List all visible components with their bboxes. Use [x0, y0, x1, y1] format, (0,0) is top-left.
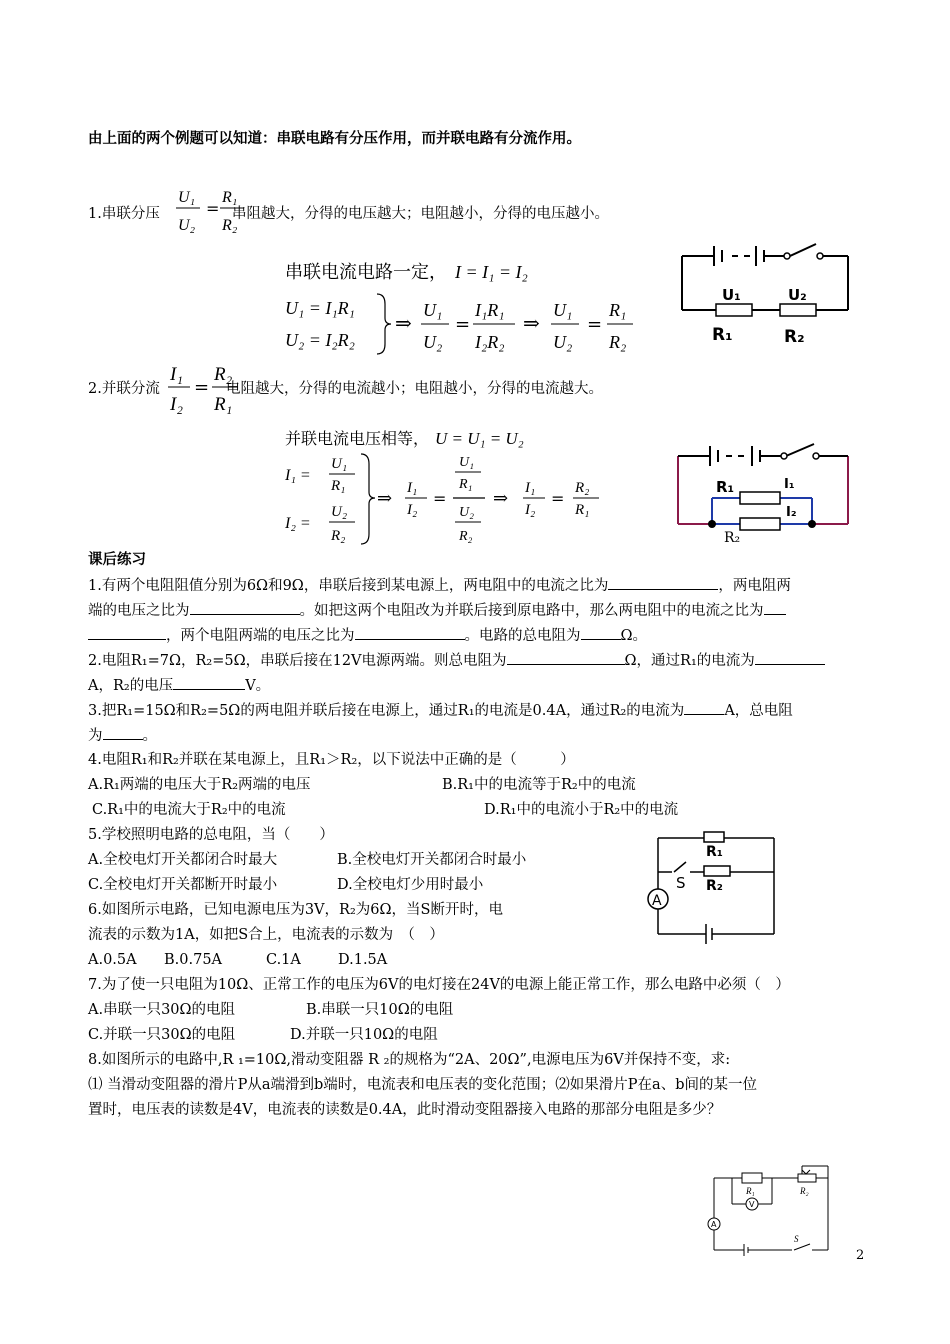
svg-text:=: = [206, 199, 220, 218]
svg-text:U₁: U₁ [331, 456, 348, 472]
q1-blank-4[interactable] [355, 625, 465, 640]
q4-option-b[interactable]: B.R₁中的电流等于R₂中的电流 [442, 777, 636, 793]
formula-r1: R₁ [222, 189, 238, 206]
q2-blank-3[interactable] [173, 675, 245, 690]
svg-text:U₁: U₁ [553, 300, 573, 320]
svg-text:I₁: I₁ [525, 480, 536, 496]
parallel-derivation-chain [285, 452, 615, 548]
svg-text:I₂: I₂ [170, 394, 183, 415]
svg-text:U₁: U₁ [459, 455, 474, 470]
svg-text:R₂: R₂ [575, 480, 590, 496]
q1-line2: 端的电压之比为 。如把这两个电阻改为并联后接到原电路中，那么两电阻中的电流之比为 [88, 600, 786, 621]
q2-line1: 2.电阻R₁=7Ω，R₂=5Ω，串联后接在12V电源两端。则总电阻为 Ω，通过R₁的电流为 [88, 650, 825, 671]
svg-text:=: = [551, 489, 565, 508]
formula-u1: U₁ [178, 189, 196, 206]
q4-option-d[interactable]: D.R₁中的电流小于R₂中的电流 [484, 802, 679, 818]
q7-option-d[interactable]: D.并联一只10Ω的电阻 [290, 1027, 438, 1043]
parallel-circuit-i1: I₁ [784, 477, 795, 492]
q2-blank-2a[interactable] [755, 650, 825, 665]
q1-blank-2[interactable] [190, 600, 300, 615]
parallel-circuit-i2: I₂ [786, 505, 797, 520]
q3-blank-2[interactable] [103, 725, 143, 740]
q6-circuit-r2: R₂ [706, 878, 723, 894]
svg-text:=: = [194, 377, 210, 398]
q1-line3: ，两个电阻两端的电压之比为 。电路的总电阻为 Ω。 [88, 625, 647, 646]
q8-circuit-r1: R₁ [746, 1186, 755, 1196]
q6-circuit [640, 828, 780, 946]
svg-text:R₂: R₂ [609, 332, 627, 352]
series-eq1: U₁ = I₁R₁ [285, 298, 355, 318]
svg-text:=: = [455, 314, 471, 335]
q6-option-b[interactable]: B.0.75A [164, 952, 223, 968]
q8-circuit-ammeter: A [711, 1220, 717, 1229]
q5-option-c[interactable]: C.全校电灯开关都断开时最小 [88, 877, 278, 893]
svg-text:R₁: R₁ [609, 300, 627, 320]
svg-text:R₁: R₁ [459, 477, 473, 492]
svg-text:U₂: U₂ [423, 332, 443, 352]
parallel-label: 2.并联分流 [88, 381, 160, 397]
q5-option-a[interactable]: A.全校电灯开关都闭合时最大 [88, 852, 278, 868]
formula-u2: U₂ [178, 217, 196, 234]
series-circuit [680, 238, 852, 350]
q4-stem: 4.电阻R₁和R₂并联在某电源上，且R₁＞R₂，以下说法中正确的是（ ） [88, 752, 575, 768]
svg-text:I₁ =: I₁ = [285, 467, 311, 484]
svg-text:R₂: R₂ [331, 528, 346, 544]
svg-text:⇒: ⇒ [377, 488, 393, 509]
q8-circuit-r2: R₂ [800, 1186, 809, 1196]
series-eq2: U₂ = I₂R₂ [285, 330, 355, 350]
svg-text:=: = [433, 489, 447, 508]
series-circuit-u2: U₂ [788, 286, 807, 304]
svg-text:=: = [587, 314, 603, 335]
q6-line1: 6.如图所示电路，已知电源电压为3V，R₂为6Ω，当S断开时，电 [88, 902, 503, 918]
svg-text:R₁: R₁ [575, 502, 590, 518]
svg-text:I₁: I₁ [170, 364, 183, 385]
q2-line2: A，R₂的电压 V。 [88, 675, 270, 696]
q8-line2: ⑴ 当滑动变阻器的滑片P从a端滑到b端时，电流表和电压表的变化范围；⑵如果滑片P在a、b间的某一位 [88, 1077, 757, 1093]
svg-text:I₂: I₂ [407, 502, 418, 518]
series-circuit-r1: R₁ [712, 325, 733, 345]
svg-text:R₁: R₁ [214, 394, 233, 415]
series-circuit-r2: R₂ [784, 327, 805, 347]
svg-text:R₂: R₂ [214, 364, 233, 385]
svg-text:⇒: ⇒ [523, 311, 540, 335]
q5-option-b[interactable]: B.全校电灯开关都闭合时最小 [337, 852, 527, 868]
series-label: 1.串联分压 [88, 206, 160, 222]
parallel-circuit [676, 436, 852, 544]
svg-text:U₂: U₂ [459, 505, 474, 520]
series-derivation-title: 串联电流电路一定， I = I₁ = I₂ [285, 262, 528, 283]
q6-circuit-ammeter: A [652, 893, 662, 909]
q2-blank-1[interactable] [507, 650, 625, 665]
q7-option-a[interactable]: A.串联一只30Ω的电阻 [88, 1002, 236, 1018]
svg-text:U₂: U₂ [331, 504, 348, 520]
q1-blank-5[interactable] [581, 625, 621, 640]
series-derivation-chain [375, 292, 645, 356]
q1-line1: 1.有两个电阻阻值分别为6Ω和9Ω，串联后接到某电源上，两电阻中的电流之比为 ，两电阻两 [88, 575, 791, 596]
parallel-explanation: 电阻越大，分得的电流越小；电阻越小，分得的电流越大。 [226, 381, 603, 397]
q6-circuit-switch: S [676, 874, 686, 892]
q7-option-c[interactable]: C.并联一只30Ω的电阻 [88, 1027, 236, 1043]
intro-text: 由上面的两个例题可以知道：串联电路有分压作用，而并联电路有分流作用。 [88, 130, 581, 147]
q6-option-c[interactable]: C.1A [266, 952, 301, 968]
q3-line1: 3.把R₁=15Ω和R₂=5Ω的两电阻并联后接在电源上，通过R₁的电流是0.4A，通过R₂的电流为 A，总电阻 [88, 700, 793, 721]
q8-line3: 置时，电压表的读数是4V，电流表的读数是0.4A，此时滑动变阻器接入电路的那部分电阻是多少？ [88, 1102, 722, 1118]
q5-option-d[interactable]: D.全校电灯少用时最小 [337, 877, 484, 893]
svg-text:⇒: ⇒ [395, 311, 412, 335]
q8-line1: 8.如图所示的电路中,R ₁=10Ω,滑动变阻器 R ₂的规格为“2A、20Ω”,电源电压为6V并保持不变，求: [88, 1052, 731, 1068]
svg-text:I₁: I₁ [407, 480, 418, 496]
exercises-heading: 课后练习 [88, 551, 146, 568]
q1-blank-1[interactable] [608, 575, 718, 590]
q7-stem: 7.为了使一只电阻为10Ω、正常工作的电压为6V的电灯接在24V的电源上能正常工作，那么电路中必须（ ） [88, 977, 790, 993]
q1-blank-3a[interactable] [764, 600, 786, 615]
svg-text:I₂R₂: I₂R₂ [475, 332, 505, 352]
q8-circuit-switch: S [794, 1234, 799, 1244]
svg-text:U₁: U₁ [423, 300, 443, 320]
svg-text:I₁R₁: I₁R₁ [475, 300, 505, 320]
q6-option-d[interactable]: D.1.5A [338, 952, 388, 968]
series-circuit-u1: U₁ [722, 286, 741, 304]
svg-text:⇒: ⇒ [493, 488, 509, 509]
q5-stem: 5.学校照明电路的总电阻，当（ ） [88, 827, 334, 843]
formula-r2: R₂ [222, 217, 238, 234]
q3-blank-1[interactable] [684, 700, 724, 715]
q4-option-c[interactable]: C.R₁中的电流大于R₂中的电流 [92, 802, 286, 818]
q8-circuit-voltmeter: V [749, 1200, 755, 1209]
svg-text:I₂: I₂ [525, 502, 536, 518]
q7-option-b[interactable]: B.串联一只10Ω的电阻 [306, 1002, 454, 1018]
q8-circuit [702, 1164, 836, 1260]
svg-text:R₂: R₂ [459, 529, 473, 544]
q6-line2: 流表的示数为1A，如把S合上，电流表的示数为 （ ） [88, 927, 444, 943]
parallel-circuit-r2: R₂ [724, 530, 741, 546]
page-number: 2 [856, 1248, 865, 1263]
parallel-circuit-r1: R₁ [716, 478, 735, 496]
q1-blank-3b[interactable] [88, 625, 166, 640]
q4-option-a[interactable]: A.R₁两端的电压大于R₂两端的电压 [88, 777, 311, 793]
svg-text:R₁: R₁ [331, 478, 346, 494]
q3-line2: 为 。 [88, 725, 157, 746]
series-explanation: 串阻越大，分得的电压越大；电阻越小，分得的电压越小。 [232, 206, 609, 222]
svg-text:U₂: U₂ [553, 332, 573, 352]
q6-circuit-r1: R₁ [706, 844, 723, 860]
parallel-derivation-title: 并联电流电压相等， U = U₁ = U₂ [285, 429, 524, 448]
svg-text:I₂ =: I₂ = [285, 515, 311, 532]
q6-option-a[interactable]: A.0.5A [88, 952, 137, 968]
